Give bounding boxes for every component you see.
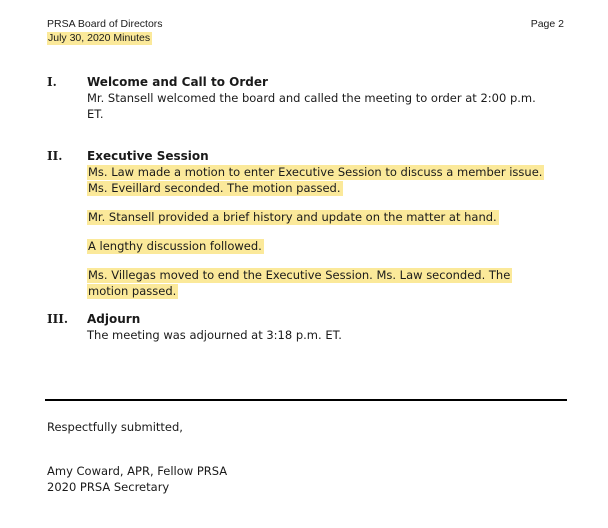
org-name: PRSA Board of Directors <box>47 18 163 30</box>
section-paragraph: Mr. Stansell provided a brief history and update on the matter at hand. <box>88 210 497 224</box>
section-paragraph: A lengthy discussion followed. <box>88 239 262 253</box>
section-numeral: I. <box>47 75 57 89</box>
section-title: Executive Session <box>87 149 209 163</box>
section-numeral: III. <box>47 312 69 326</box>
minutes-date: July 30, 2020 Minutes <box>48 32 151 44</box>
secretary-role: 2020 PRSA Secretary <box>47 480 170 494</box>
section-numeral: II. <box>47 149 63 163</box>
respectfully-submitted: Respectfully submitted, <box>47 420 183 434</box>
section-title: Welcome and Call to Order <box>87 75 268 89</box>
signature-block <box>47 463 227 495</box>
header-left <box>47 17 163 45</box>
section-title: Adjourn <box>87 312 141 326</box>
divider-rule <box>45 399 567 401</box>
section-paragraph: The meeting was adjourned at 3:18 p.m. ET. <box>87 328 342 342</box>
section-paragraph: Ms. Law made a motion to enter Executive Session to discuss a member issue. Ms. Eveillard seconded. The motion passed. <box>88 165 543 195</box>
secretary-name: Amy Coward, APR, Fellow PRSA <box>47 464 228 478</box>
section-paragraph: Ms. Villegas moved to end the Executive Session. Ms. Law seconded. The motion passed. <box>88 268 511 298</box>
page-number: Page 2 <box>530 18 564 30</box>
section-paragraph: Mr. Stansell welcomed the board and called the meeting to order at 2:00 p.m. ET. <box>87 91 536 121</box>
